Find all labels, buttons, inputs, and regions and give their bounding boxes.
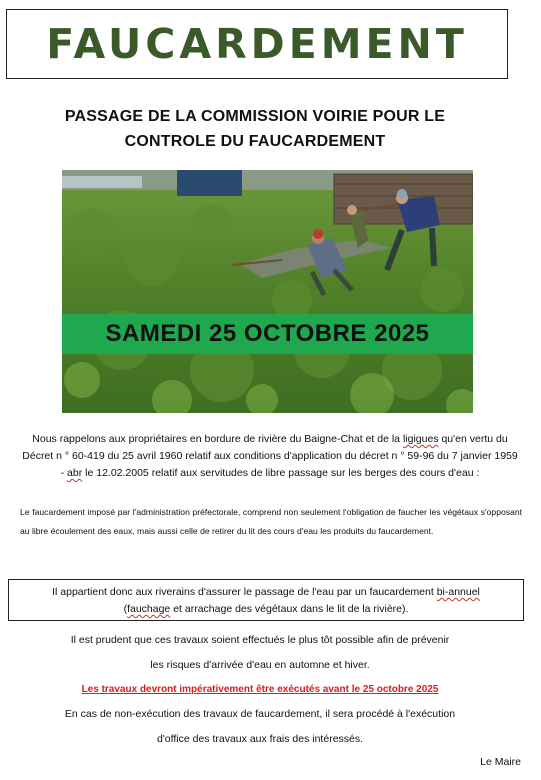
deadline-notice — [10, 683, 510, 695]
boxed-notice-a: Il appartient donc aux riverains d'assurer le passage de l'eau par un faucardement — [52, 586, 437, 598]
date-banner — [62, 314, 473, 354]
paragraph-decree-c: qu'en vertu du Décret n ° 60-419 du 25 avril 1960 relatif aux conditions d'application du décret n ° 59-96 du 7 janvier 1959 - — [22, 433, 518, 479]
page-title: FAUCARDEMENT — [46, 20, 468, 68]
paragraph-decree-d: abr — [67, 467, 83, 479]
date-text: SAMEDI 25 OCTOBRE 2025 — [105, 320, 430, 347]
subtitle-line-1: PASSAGE DE LA COMMISSION VOIRIE POUR LE — [64, 108, 446, 125]
photo-illustration — [62, 170, 473, 413]
subtitle-line-2: CONTROLE DU FAUCARDEMENT — [124, 133, 386, 150]
paragraph-decree-e: le 12.02.2005 relatif aux servitudes de libre passage sur les berges des cours d'eau : — [82, 467, 480, 479]
boxed-notice — [8, 579, 524, 621]
boxed-notice-e: et arrachage des végétaux dans le lit de la rivière). — [170, 603, 409, 615]
paragraph-decree-a: Nous rappelons aux propriétaires en bordure de rivière du Baigne-Chat et de la — [32, 433, 403, 445]
boxed-notice-d: fauchage — [127, 603, 171, 615]
title-box — [6, 9, 508, 79]
notice-line-4: d'office des travaux aux frais des intéressés. — [156, 733, 364, 745]
boxed-notice-c: ( — [123, 603, 128, 615]
paragraph-decree-b: ligigues — [402, 433, 439, 445]
notice-line-2: les risques d'arrivée d'eau en automne et hiver. — [150, 659, 370, 671]
photo-workers-clearing-ditch — [62, 170, 473, 413]
deadline-text: Les travaux devront impérativement être exécutés avant le 25 octobre 2025 — [81, 684, 439, 695]
signature: Le Maire — [480, 756, 521, 768]
paragraph-obligation: Le faucardement imposé par l'administration préfectorale, comprend non seulement l'obligation de faucher les végétaux s'opposant au libre écoulement des eaux, mais aussi celle de retirer du lit des cours d'eau les produits du faucardement. — [20, 507, 522, 536]
notice-line-1: Il est prudent que ces travaux soient effectués le plus tôt possible afin de prévenir — [70, 634, 450, 646]
paragraph-decree — [20, 431, 520, 482]
notice-line-3: En cas de non-exécution des travaux de faucardement, il sera procédé à l'exécution — [64, 708, 456, 720]
boxed-notice-b: bi-annuel — [436, 586, 480, 598]
subtitle — [40, 104, 470, 154]
